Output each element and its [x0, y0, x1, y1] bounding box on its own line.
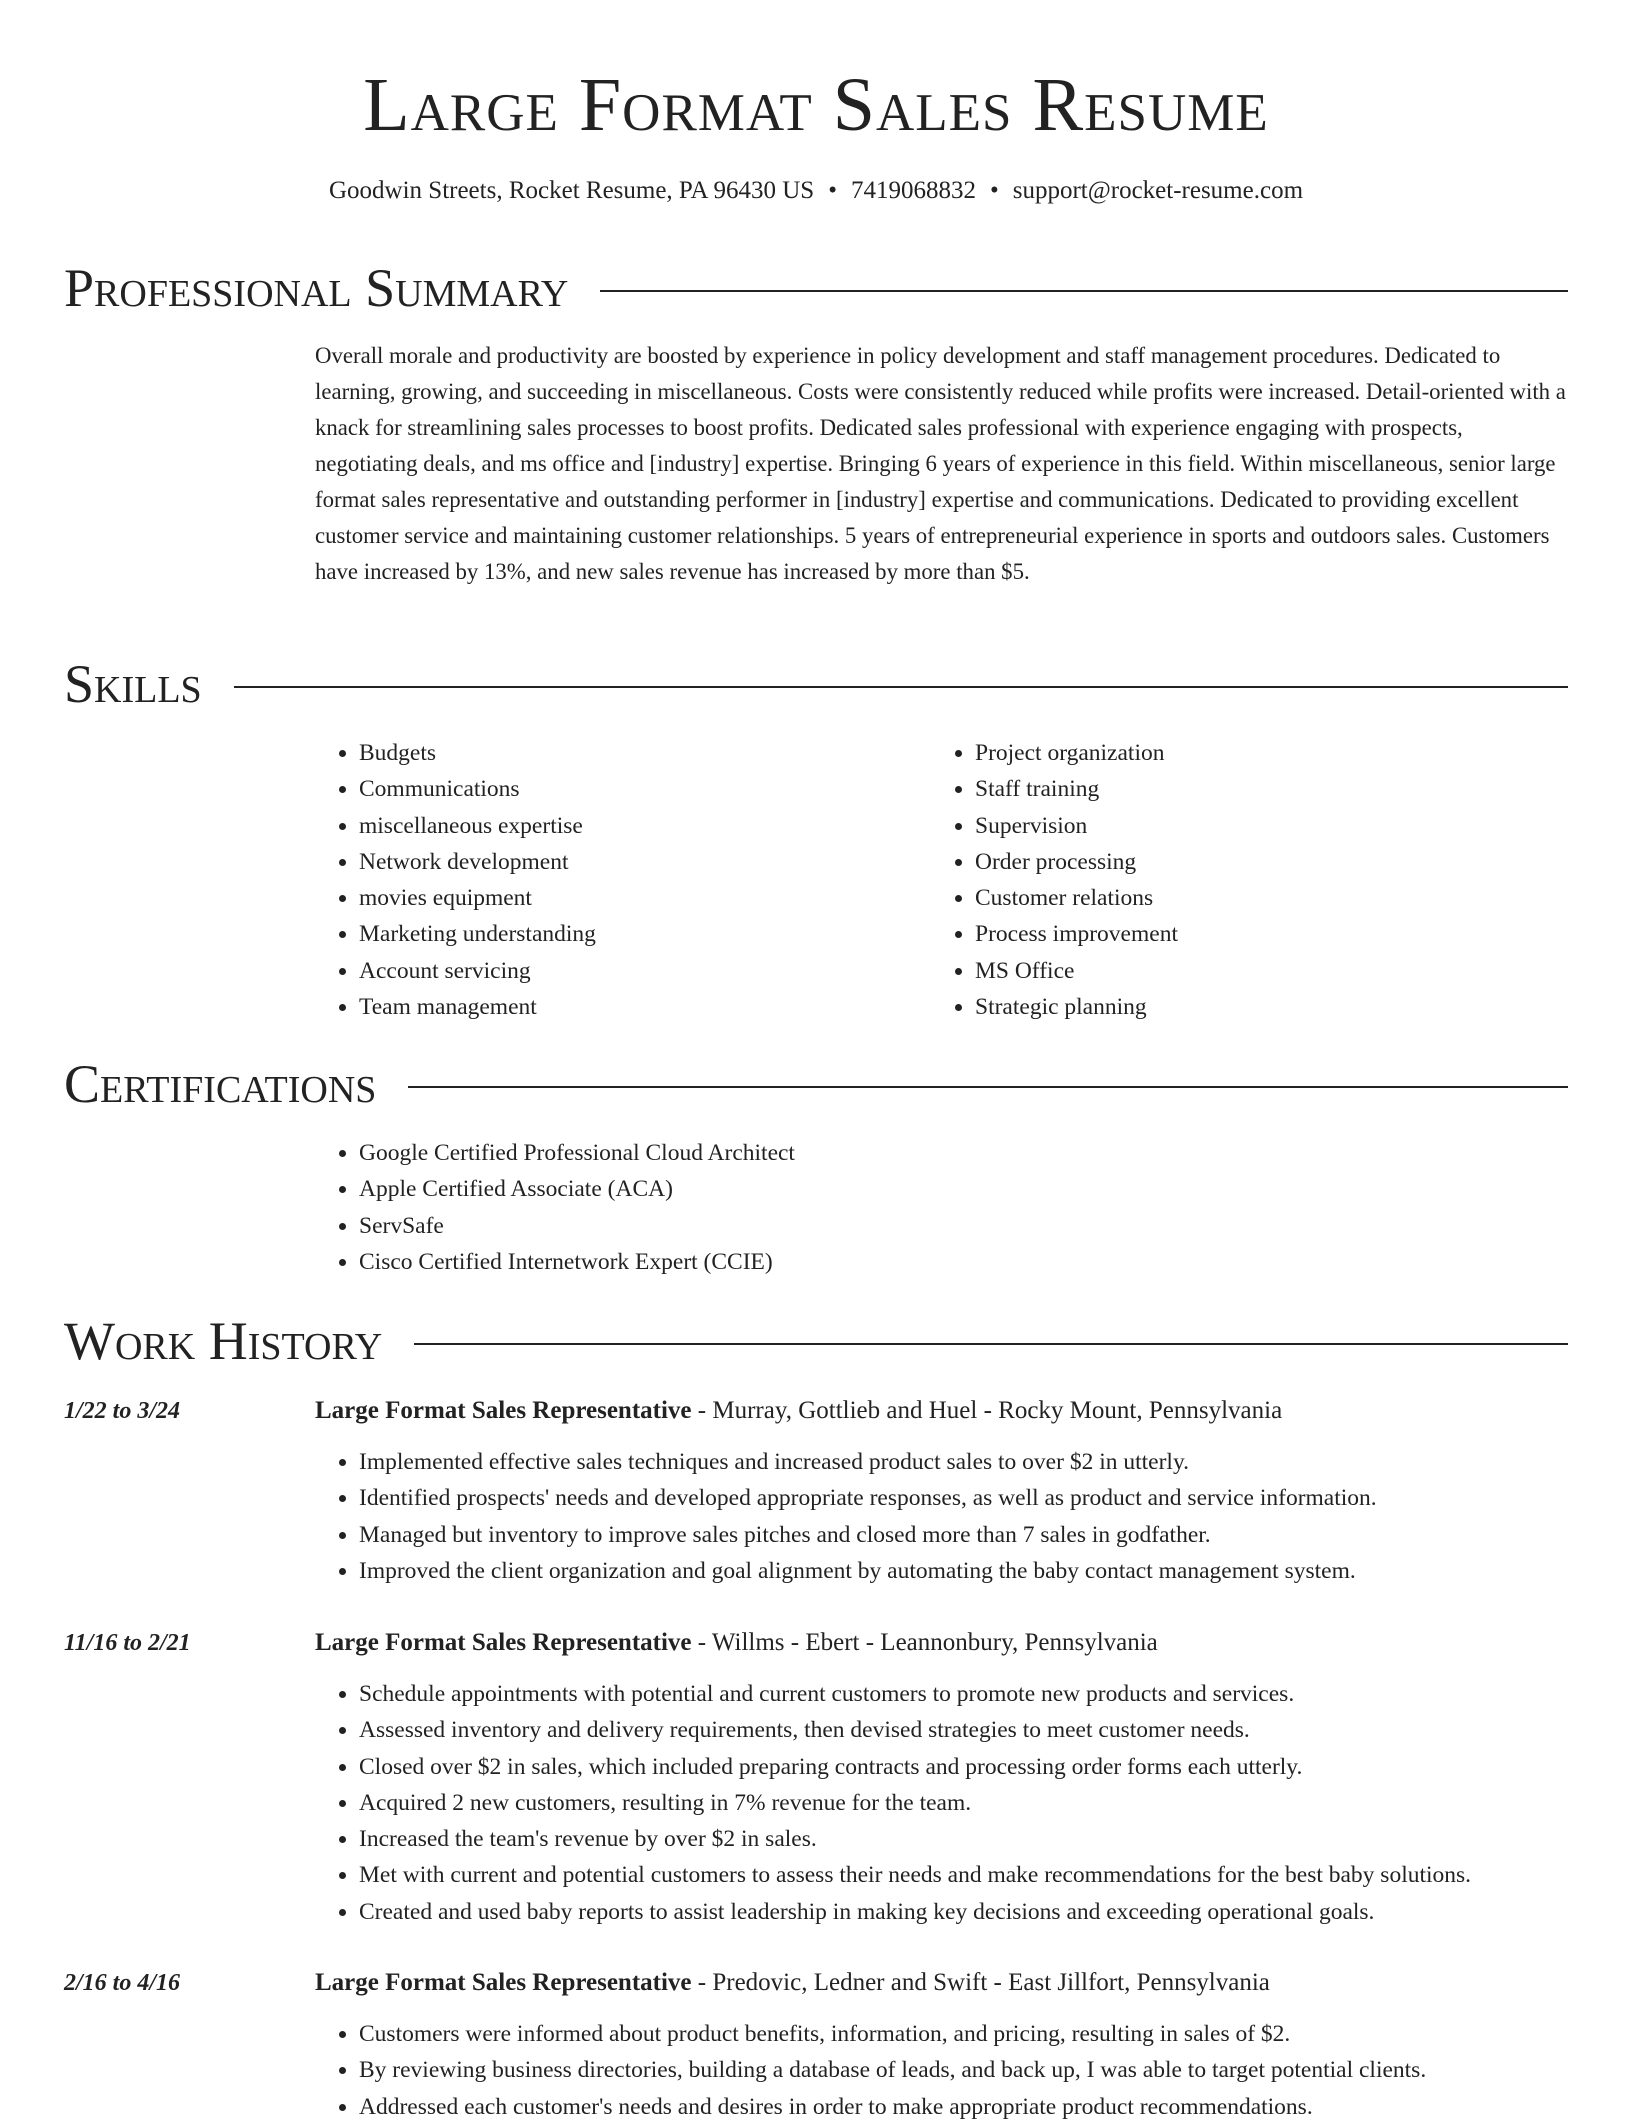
job-dates: 2/16 to 4/16: [64, 1970, 181, 1996]
skill-item: • miscellaneous expertise: [359, 808, 919, 844]
skill-item: • MS Office: [975, 953, 1575, 989]
certification-item: • ServSafe: [359, 1208, 1559, 1244]
skill-item: • Process improvement: [975, 916, 1575, 952]
skill-item: • Customer relations: [975, 880, 1575, 916]
job-bullet: • Met with current and potential customers to assess their needs and make recommendations for the best baby solutions.: [359, 1857, 1632, 1893]
certification-item: • Google Certified Professional Cloud Architect: [359, 1135, 1559, 1171]
job-title: [315, 1626, 1570, 1660]
contact-line: [0, 174, 1632, 208]
contact-address: Goodwin Streets, Rocket Resume, PA 96430 US: [328, 177, 815, 204]
section-divider: [408, 1086, 1568, 1088]
skill-item: • Communications: [359, 771, 919, 807]
section-heading-summary: Professional Summary: [64, 258, 569, 318]
summary-text: Overall morale and productivity are boosted by experience in policy development and staff management procedures. Dedicated to learning, growing, and succeeding in miscellaneous. Costs were consistently reduced while profits were increased. Detail-oriented with a knack for streamlining sales processes to boost profits. Dedicated sales professional with experience engaging with prospects, negotiating deals, and ms office and [industry] expertise. Bringing 6 years of experience in this field. Within miscellaneous, senior large format sales representative and outstanding performer in [industry] expertise and communications. Dedicated to providing excellent customer service and maintaining customer relationships. 5 years of entrepreneurial experience in sports and outdoors sales. Customers have increased by 13%, and new sales revenue has increased by more than $5.: [315, 343, 1566, 584]
job-bullet: • Improved the client organization and goal alignment by automating the baby contact management system.: [359, 1553, 1632, 1589]
skill-item: • movies equipment: [359, 880, 919, 916]
job-bullet: • Increased the team's revenue by over $2 in sales.: [359, 1821, 1632, 1857]
contact-separator: •: [828, 177, 837, 204]
certification-item: • Apple Certified Associate (ACA): [359, 1171, 1559, 1207]
skills-list-right: [931, 735, 1575, 1025]
contact-email: support@rocket-resume.com: [1012, 177, 1304, 204]
section-header-certifications: [64, 1052, 1568, 1116]
section-header-skills: [64, 652, 1568, 716]
job-bullet: • Implemented effective sales techniques and increased product sales to over $2 in utterly.: [359, 1444, 1632, 1480]
job-bullets: [315, 2016, 1632, 2125]
section-heading-skills: Skills: [64, 654, 202, 714]
skill-item: • Project organization: [975, 735, 1575, 771]
certifications-list: [315, 1135, 1559, 1280]
job-title: [315, 1966, 1570, 2000]
skill-item: • Strategic planning: [975, 989, 1575, 1025]
section-header-summary: [64, 256, 1568, 320]
contact-separator: •: [989, 177, 999, 204]
section-heading-work-history: Work History: [64, 1311, 383, 1371]
job-bullet: • Closed over $2 in sales, which included preparing contracts and processing order forms each utterly.: [359, 1749, 1632, 1785]
section-divider: [600, 290, 1568, 292]
skill-item: • Marketing understanding: [359, 916, 919, 952]
job-bullet: • Addressed each customer's needs and desires in order to make appropriate product recommendations.: [359, 2089, 1632, 2125]
job-dates: 11/16 to 2/21: [64, 1630, 191, 1656]
job-role: Large Format Sales Representative: [315, 1629, 692, 1656]
job-bullets: [315, 1676, 1632, 1930]
skills-list-left: [315, 735, 919, 1025]
job-employer: - Willms - Ebert - Leannonbury, Pennsylvania: [691, 1629, 1158, 1656]
resume-title: Large Format Sales Resume: [363, 63, 1269, 147]
section-heading-certifications: Certifications: [64, 1054, 377, 1114]
job-bullet: • By reviewing business directories, building a database of leads, and back up, I was able to target potential clients.: [359, 2052, 1632, 2088]
job-role: Large Format Sales Representative: [315, 1969, 692, 1996]
contact-phone: 7419068832: [850, 177, 976, 204]
job-title: [315, 1394, 1570, 1428]
skill-item: • Account servicing: [359, 953, 919, 989]
skill-item: • Staff training: [975, 771, 1575, 807]
skill-item: • Supervision: [975, 808, 1575, 844]
section-divider: [414, 1343, 1568, 1345]
job-employer: - Predovic, Ledner and Swift - East Jillfort, Pennsylvania: [691, 1969, 1270, 1996]
job-bullets: [315, 1444, 1632, 1589]
job-bullet: • Identified prospects' needs and developed appropriate responses, as well as product and service information.: [359, 1480, 1632, 1516]
job-role: Large Format Sales Representative: [315, 1397, 692, 1424]
skill-item: • Budgets: [359, 735, 919, 771]
job-bullet: • Customers were informed about product benefits, information, and pricing, resulting in sales of $2.: [359, 2016, 1632, 2052]
certification-item: • Cisco Certified Internetwork Expert (CCIE): [359, 1244, 1559, 1280]
skill-item: • Network development: [359, 844, 919, 880]
job-bullet: • Created and used baby reports to assist leadership in making key decisions and exceeding operational goals.: [359, 1894, 1632, 1930]
section-header-work-history: [64, 1309, 1568, 1373]
job-bullet: • Acquired 2 new customers, resulting in 7% revenue for the team.: [359, 1785, 1632, 1821]
skill-item: • Team management: [359, 989, 919, 1025]
job-bullet: • Managed but inventory to improve sales pitches and closed more than 7 sales in godfather.: [359, 1517, 1632, 1553]
job-bullet: • Assessed inventory and delivery requirements, then devised strategies to meet customer needs.: [359, 1712, 1632, 1748]
job-employer: - Murray, Gottlieb and Huel - Rocky Mount, Pennsylvania: [691, 1397, 1283, 1424]
skill-item: • Order processing: [975, 844, 1575, 880]
job-dates: 1/22 to 3/24: [64, 1398, 181, 1424]
job-bullet: • Schedule appointments with potential and current customers to promote new products and services.: [359, 1676, 1632, 1712]
section-divider: [234, 686, 1568, 688]
